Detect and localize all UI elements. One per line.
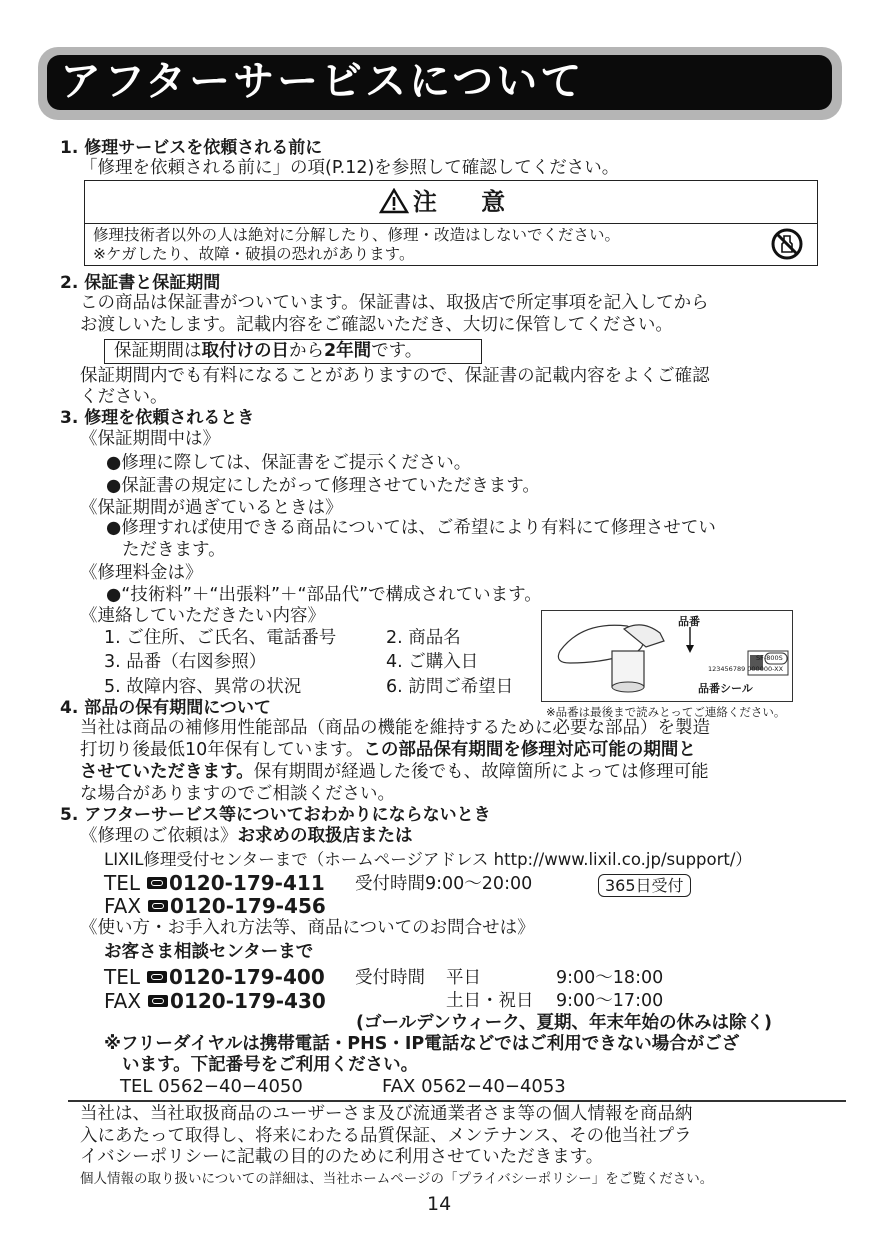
privacy-line-4: 個人情報の取り扱いについての詳細は、当社ホームページの「プライバシーポリシー」をご覧ください。 <box>80 1171 714 1187</box>
section-3-bullet-3a: ●修理すれば使用できる商品については、ご希望により有料にて修理させてい <box>106 518 716 538</box>
section-4-line-3: させていただきます。保有期間が経過した後でも、故障箇所によっては修理可能 <box>80 762 709 782</box>
section-4-line-4: な場合がありますのでご相談ください。 <box>80 784 395 804</box>
freedial-icon <box>147 971 167 983</box>
contact-item-2: 2. 商品名 <box>386 628 461 648</box>
customer-hours-label: 受付時間 <box>355 968 425 988</box>
caution-line-2: ※ケガしたり、故障・破損の恐れがあります。 <box>93 245 415 263</box>
weekday-label: 平日 <box>446 968 481 988</box>
lixil-repair-center: LIXIL修理受付センターまで（ホームページアドレス http://www.lixil.co.jp/support/） <box>104 850 752 869</box>
contact-item-3: 3. 品番（右図参照） <box>104 652 267 672</box>
contact-item-5: 5. 故障内容、異常の状況 <box>104 677 302 697</box>
weekend-label: 土日・祝日 <box>446 991 534 1011</box>
holiday-note: (ゴールデンウィーク、夏期、年末年始の休みは除く) <box>356 1013 773 1033</box>
contact-item-6: 6. 訪問ご希望日 <box>386 677 514 697</box>
section-2-line-4: ください。 <box>80 387 168 407</box>
section-3-sub-2: 《保証期間が過ぎているときは》 <box>80 498 343 518</box>
section-2-heading: 2. 保証書と保証期間 <box>60 273 221 293</box>
section-3-sub-4: 《連絡していただきたい内容》 <box>80 606 325 626</box>
section-5-heading: 5. アフターサービス等についておわかりにならないとき <box>60 805 491 825</box>
customer-fax: FAX 0120-179-430 <box>104 989 326 1013</box>
figure-label-top: 品番 <box>678 615 700 628</box>
section-4-line-1: 当社は商品の補修用性能部品（商品の機能を維持するために必要な部品）を製造 <box>80 718 710 738</box>
repair-hours: 受付時間9:00～20:00 <box>355 874 533 894</box>
contact-item-1: 1. ご住所、ご氏名、電話番号 <box>104 628 337 648</box>
freedial-note-2: います。下記番号をご利用ください。 <box>122 1055 419 1075</box>
section-4-line-2: 打切り後最低10年保有しています。この部品保有期間を修理対応可能の期間と <box>80 740 696 760</box>
figure-label-bottom: 品番シール <box>698 682 753 695</box>
figure-note: ※品番は最後まで読みとってご連絡ください。 <box>546 705 786 719</box>
section-4-heading: 4. 部品の保有期間について <box>60 698 271 718</box>
warranty-period-text: 保証期間は取付けの日から2年間です。 <box>114 341 423 361</box>
section-1-text: 「修理を依頼される前に」の項(P.12)を参照して確認してください。 <box>80 158 620 178</box>
weekday-hours: 9:00～18:00 <box>556 968 664 988</box>
section-2-line-2: お渡しいたします。記載内容をご確認いただき、大切に保管してください。 <box>80 315 673 335</box>
section-3-bullet-2: ●保証書の規定にしたがって修理させていただきます。 <box>106 476 540 496</box>
freedial-icon <box>147 877 167 889</box>
freedial-icon <box>148 995 168 1007</box>
repair-fax: FAX 0120-179-456 <box>104 894 326 918</box>
page-title: アフターサービスについて <box>60 57 585 105</box>
section-3-heading: 3. 修理を依頼されるとき <box>60 408 255 428</box>
section-2-line-1: この商品は保証書がついています。保証書は、取扱店で所定事項を記入してから <box>80 293 709 313</box>
alt-tel: TEL 0562−40−4050 <box>120 1076 303 1097</box>
section-3-bullet-4: ●“技術料”＋“出張料”＋“部品代”で構成されています。 <box>106 585 542 605</box>
privacy-line-3: イバシーポリシーに記載の目的のために利用させていただきます。 <box>80 1147 604 1167</box>
caution-header <box>85 181 817 224</box>
caution-box <box>84 180 818 266</box>
section-5-sub-1: 《修理のご依頼は》お求めの取扱店または <box>80 826 413 846</box>
section-2-line-3: 保証期間内でも有料になることがありますので、保証書の記載内容をよくご確認 <box>80 366 710 386</box>
weekend-hours: 9:00～17:00 <box>556 991 664 1011</box>
section-3-bullet-1: ●修理に際しては、保証書をご提示ください。 <box>106 453 472 473</box>
no-disassembly-icon <box>770 227 804 261</box>
freedial-note-1: ※フリーダイヤルは携帯電話・PHS・IP電話などではご利用できない場合がござ <box>104 1034 740 1054</box>
privacy-line-1: 当社は、当社取扱商品のユーザーさま及び流通業者さま等の個人情報を商品納 <box>80 1104 693 1124</box>
section-5-sub-2: 《使い方・お手入れ方法等、商品についてのお問合せは》 <box>80 918 535 938</box>
privacy-line-2: 入にあたって取得し、将来にわたる品質保証、メンテナンス、その他当社プラ <box>80 1126 692 1146</box>
product-label-figure <box>541 610 793 702</box>
repair-tel: TEL 0120-179-411 <box>104 871 325 895</box>
figure-code: SF-800S <box>756 654 783 662</box>
figure-serial: 123456789 000000-XX <box>708 665 784 673</box>
section-1-heading: 1. 修理サービスを依頼される前に <box>60 138 323 158</box>
alt-fax: FAX 0562−40−4053 <box>382 1076 566 1097</box>
section-3-sub-1: 《保証期間中は》 <box>80 429 220 449</box>
section-3-bullet-3b: ただきます。 <box>122 540 226 560</box>
page-number: 14 <box>427 1193 452 1215</box>
caution-line-1: 修理技術者以外の人は絶対に分解したり、修理・改造はしないでください。 <box>93 226 621 244</box>
365-day-badge: 365日受付 <box>598 874 691 897</box>
divider <box>68 1100 846 1102</box>
faucet-illustration <box>542 611 792 701</box>
section-3-sub-3: 《修理料金は》 <box>80 563 203 583</box>
warning-triangle-icon <box>379 188 409 214</box>
customer-tel: TEL 0120-179-400 <box>104 965 325 989</box>
caution-title: 注 意 <box>412 188 524 216</box>
contact-item-4: 4. ご購入日 <box>386 652 479 672</box>
customer-center: お客さま相談センターまで <box>104 942 314 962</box>
freedial-icon <box>148 900 168 912</box>
